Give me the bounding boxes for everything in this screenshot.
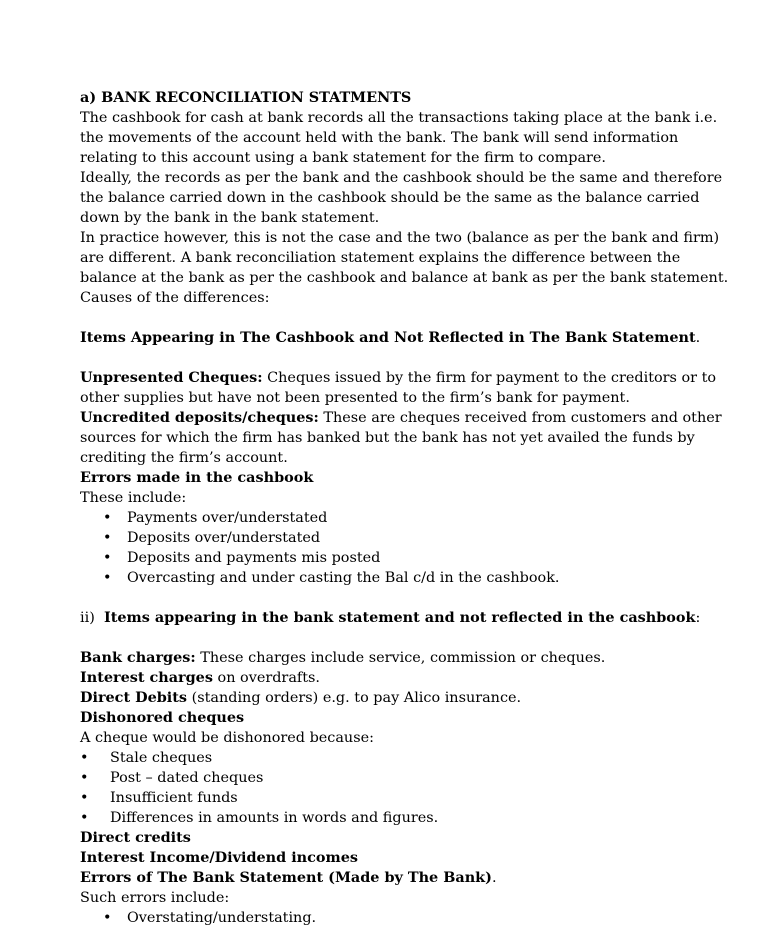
dishonored-cheques-heading: Dishonored cheques xyxy=(80,709,245,726)
list-item: • Differences in amounts in words and figures. xyxy=(80,810,439,826)
list-item: • Post – dated cheques xyxy=(80,770,264,786)
section-heading: a) BANK RECONCILIATION STATMENTS xyxy=(80,89,412,106)
intro-line: Ideally, the records as per the bank and the cashbook should be the same and therefore xyxy=(80,170,723,186)
errors-cashbook-intro: These include: xyxy=(80,490,187,506)
intro-line: down by the bank in the bank statement. xyxy=(80,210,380,226)
spacer xyxy=(80,348,720,368)
direct-credits-heading: Direct credits xyxy=(80,829,191,846)
dishonored-intro: A cheque would be dishonored because: xyxy=(80,730,374,746)
interest-charges: Interest charges on overdrafts. xyxy=(80,669,320,686)
list-item: • Stale cheques xyxy=(80,750,213,766)
uncredited-deposits-cont: sources for which the firm has banked but the bank has not yet availed the funds by xyxy=(80,430,695,446)
list-item: • Payments over/understated xyxy=(103,510,328,526)
list-item: • Insufficient funds xyxy=(80,790,238,806)
errors-bank-heading: Errors of The Bank Statement (Made by The Bank). xyxy=(80,869,497,886)
interest-income-heading: Interest Income/Dividend incomes xyxy=(80,849,358,866)
unpresented-cheques: Unpresented Cheques: Cheques issued by the firm for payment to the creditors or to xyxy=(80,369,717,386)
section1-title: Items Appearing in The Cashbook and Not Reflected in The Bank Statement. xyxy=(80,329,701,346)
bullet-icon: • xyxy=(103,530,112,546)
uncredited-deposits: Uncredited deposits/cheques: These are cheques received from customers and other xyxy=(80,409,722,426)
spacer xyxy=(80,588,720,608)
bullet-icon: • xyxy=(103,550,112,566)
uncredited-deposits-cont: crediting the firm’s account. xyxy=(80,450,288,466)
errors-cashbook-heading: Errors made in the cashbook xyxy=(80,469,314,486)
spacer xyxy=(80,308,720,328)
list-item: • Deposits over/understated xyxy=(103,530,321,546)
document-page xyxy=(80,88,729,928)
intro-line: the movements of the account held with the bank. The bank will send information xyxy=(80,130,679,146)
bullet-icon: • xyxy=(80,810,89,826)
intro-line: relating to this account using a bank statement for the firm to compare. xyxy=(80,150,606,166)
list-item: • Overcasting and under casting the Bal c/d in the cashbook. xyxy=(103,570,560,586)
errors-bank-intro: Such errors include: xyxy=(80,890,230,906)
bullet-icon: • xyxy=(103,510,112,526)
bullet-icon: • xyxy=(80,750,89,766)
intro-line: The cashbook for cash at bank records all the transactions taking place at the bank i.e. xyxy=(80,110,718,126)
direct-debits: Direct Debits (standing orders) e.g. to pay Alico insurance. xyxy=(80,689,522,706)
bank-charges: Bank charges: These charges include service, commission or cheques. xyxy=(80,649,606,666)
list-item: • Deposits and payments mis posted xyxy=(103,550,381,566)
intro-line: are different. A bank reconciliation statement explains the difference between the xyxy=(80,250,681,266)
intro-line: In practice however, this is not the case and the two (balance as per the bank and firm) xyxy=(80,230,720,246)
intro-line: balance at the bank as per the cashbook and balance at bank as per the bank statement. xyxy=(80,270,729,286)
bullet-icon: • xyxy=(103,910,112,926)
spacer xyxy=(80,628,720,648)
list-item: • Overstating/understating. xyxy=(103,910,317,926)
bullet-icon: • xyxy=(80,770,89,786)
bullet-icon: • xyxy=(103,570,112,586)
unpresented-cheques-cont: other supplies but have not been presented to the firm’s bank for payment. xyxy=(80,390,630,406)
intro-line: Causes of the differences: xyxy=(80,290,270,306)
section2-title: ii) Items appearing in the bank statement and not reflected in the cashbook: xyxy=(80,609,701,626)
intro-line: the balance carried down in the cashbook should be the same as the balance carried xyxy=(80,190,700,206)
bullet-icon: • xyxy=(80,790,89,806)
